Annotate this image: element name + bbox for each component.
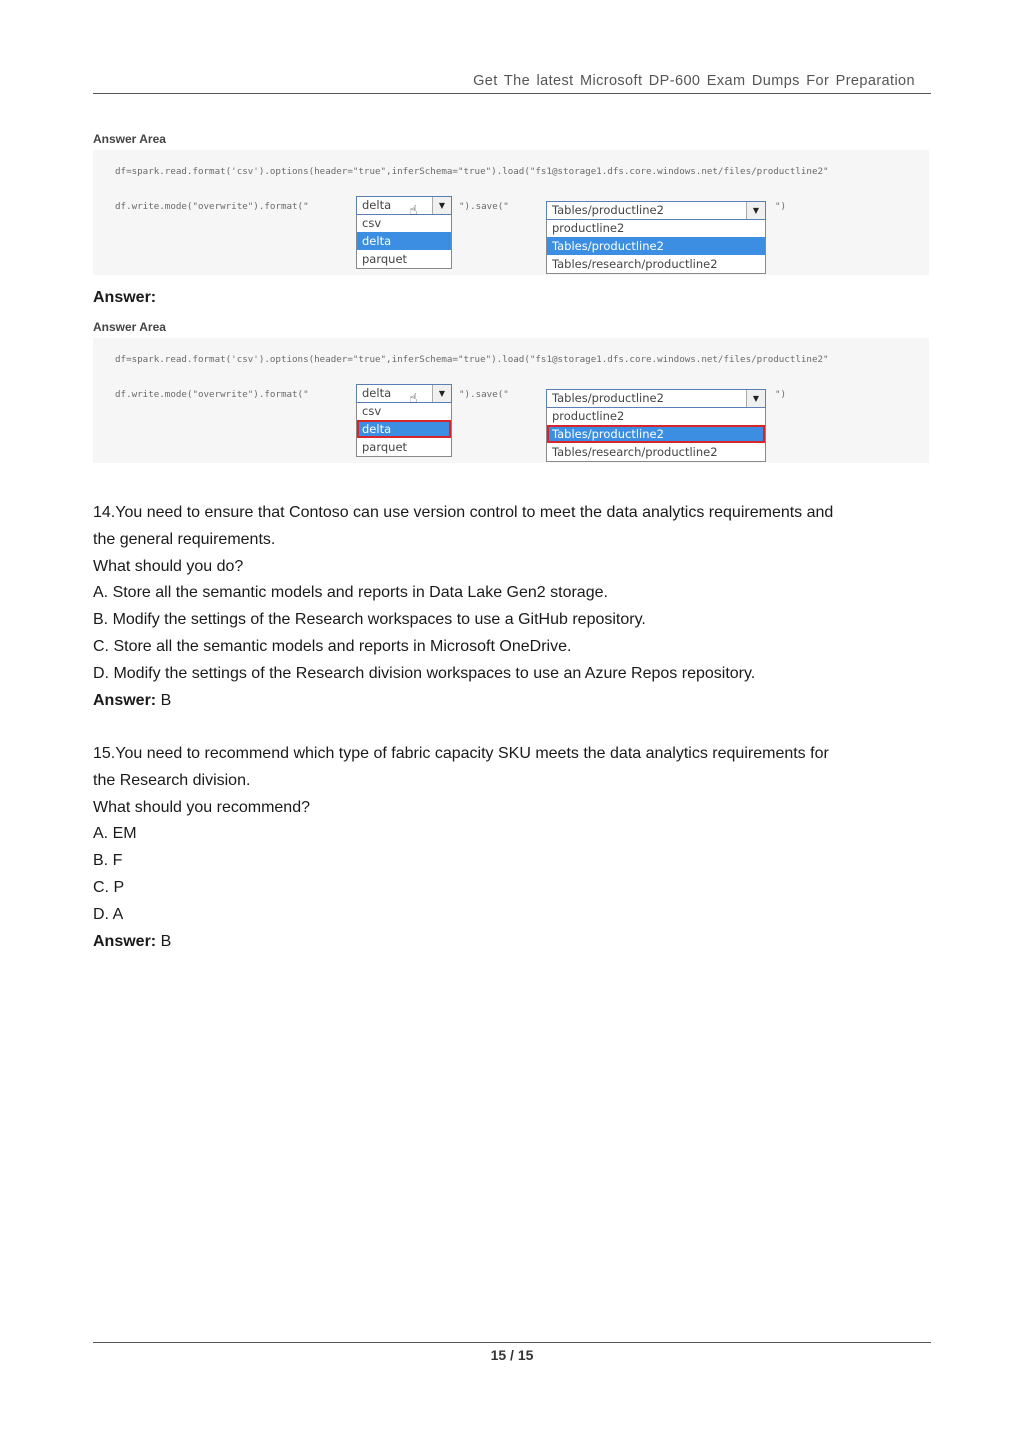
answer-label: Answer: (93, 932, 157, 950)
code-line-write-suffix: ") (775, 201, 787, 212)
code-line-write-suffix: ") (775, 389, 787, 400)
path-dropdown[interactable] (546, 389, 766, 462)
format-dropdown-header[interactable] (356, 384, 452, 403)
question-prompt: What should you recommend? (93, 798, 310, 816)
page-header-title: Get The latest Microsoft DP-600 Exam Dumps For Preparation (473, 73, 915, 89)
format-dropdown-value: delta (362, 386, 392, 400)
format-option-csv[interactable]: csv (362, 404, 382, 418)
path-option-productline2[interactable]: productline2 (552, 221, 625, 235)
question-stem: the general requirements. (93, 530, 276, 548)
question-answer-area (93, 130, 929, 275)
format-dropdown[interactable] (356, 196, 452, 269)
path-dropdown-value: Tables/productline2 (552, 391, 664, 405)
option-c: C. P (93, 878, 125, 896)
code-line-write-prefix: df.write.mode("overwrite").format(" (115, 389, 309, 400)
page-number: 15 / 15 (490, 1347, 534, 1363)
hand-cursor-icon: ☝ (409, 390, 418, 406)
hand-cursor-icon: ☝ (409, 202, 418, 218)
option-b: B. Modify the settings of the Research workspaces to use a GitHub repository. (93, 611, 646, 629)
option-d: D. Modify the settings of the Research division workspaces to use an Azure Repos repository. (93, 664, 756, 682)
option-d: D. A (93, 905, 124, 923)
code-line-read: df=spark.read.format('csv').options(header="true",inferSchema="true").load("fs1@storage1.dfs.core.windows.net/files/productline2" (115, 166, 829, 177)
path-dropdown-header[interactable] (546, 201, 766, 220)
format-dropdown-value: delta (362, 198, 392, 212)
answer-value: B (156, 932, 172, 950)
chevron-down-icon[interactable]: ▼ (746, 202, 765, 219)
option-a: A. Store all the semantic models and reports in Data Lake Gen2 storage. (93, 584, 608, 602)
question-stem: 14.You need to ensure that Contoso can use version control to meet the data analytics requirements and (93, 504, 834, 521)
path-option-tables-research-productline2[interactable]: Tables/research/productline2 (552, 445, 718, 459)
path-dropdown-header[interactable] (546, 389, 766, 408)
format-dropdown-header[interactable] (356, 196, 452, 215)
question-stem: the Research division. (93, 771, 251, 789)
format-option-csv[interactable]: csv (362, 216, 382, 230)
path-dropdown[interactable] (546, 201, 766, 274)
option-b: B. F (93, 852, 123, 870)
question-stem: 15.You need to recommend which type of fabric capacity SKU meets the data analytics requirements for (93, 745, 829, 762)
format-option-parquet[interactable]: parquet (362, 440, 408, 454)
path-dropdown-value: Tables/productline2 (552, 203, 664, 217)
code-line-write-prefix: df.write.mode("overwrite").format(" (115, 201, 309, 212)
answer-label: Answer: (93, 691, 157, 709)
option-c: C. Store all the semantic models and reports in Microsoft OneDrive. (93, 637, 572, 655)
header-divider (93, 93, 931, 94)
code-line-write-mid: ").save(" (459, 201, 509, 212)
path-option-tables-productline2[interactable]: Tables/productline2 (547, 237, 765, 255)
path-option-tables-research-productline2[interactable]: Tables/research/productline2 (552, 257, 718, 271)
chevron-down-icon[interactable]: ▼ (432, 385, 451, 402)
code-line-write-mid: ").save(" (459, 389, 509, 400)
answer-heading: Answer: (93, 289, 157, 306)
question-14 (93, 500, 933, 714)
path-option-tables-productline2[interactable]: Tables/productline2 (547, 425, 765, 443)
answer-value: B (156, 691, 172, 709)
format-option-delta[interactable]: delta (357, 232, 451, 250)
answer-area-label: Answer Area (93, 320, 166, 334)
answer-area-label: Answer Area (93, 132, 166, 146)
solution-answer-area (93, 318, 929, 463)
chevron-down-icon[interactable]: ▼ (432, 197, 451, 214)
format-option-parquet[interactable]: parquet (362, 252, 408, 266)
format-dropdown[interactable] (356, 384, 452, 457)
code-line-read: df=spark.read.format('csv').options(header="true",inferSchema="true").load("fs1@storage1.dfs.core.windows.net/files/productline2" (115, 354, 829, 365)
answer-line (93, 688, 933, 715)
chevron-down-icon[interactable]: ▼ (746, 390, 765, 407)
footer-divider (93, 1342, 931, 1343)
format-option-delta[interactable]: delta (357, 420, 451, 438)
option-a: A. EM (93, 825, 137, 843)
answer-line (93, 929, 933, 956)
question-15 (93, 741, 933, 955)
path-option-productline2[interactable]: productline2 (552, 409, 625, 423)
question-prompt: What should you do? (93, 557, 244, 575)
